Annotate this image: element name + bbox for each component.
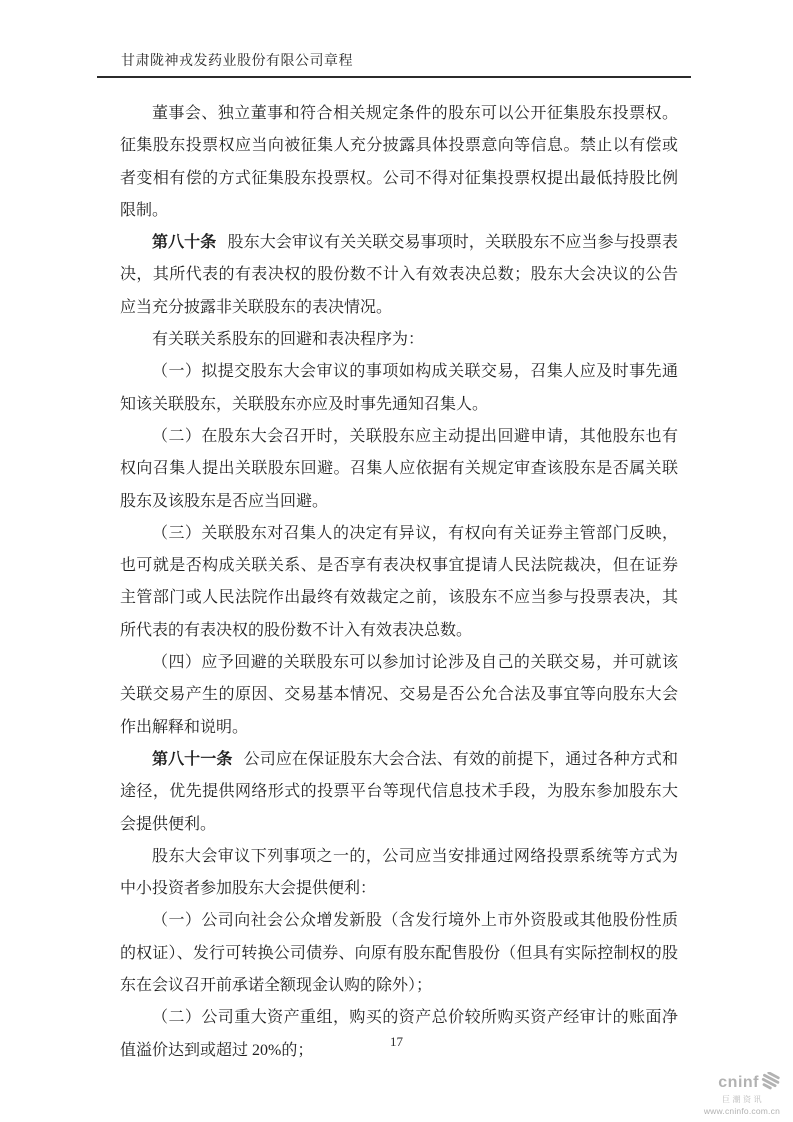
document-header-title: 甘肃陇神戎发药业股份有限公司章程: [121, 54, 353, 69]
article-paragraph: [120, 227, 678, 324]
paragraph-text: 股东大会审议有关关联交易事项时，关联股东不应当参与投票表决，其所代表的有表决权的股份数不计入有效表决总数；股东大会决议的公告应当充分披露非关联股东的表决情况。: [120, 234, 678, 316]
paragraph-text: （四）应予回避的关联股东可以参加讨论涉及自己的关联交易，并可就该关联交易产生的原因、交易基本情况、交易是否公允合法及事宜等向股东大会作出解释和说明。: [120, 654, 678, 736]
cninfo-watermark: [704, 1072, 780, 1116]
cninfo-logo-row: [704, 1072, 780, 1094]
document-body: [120, 98, 678, 1067]
cninfo-url-text: www.cninfo.com.cn: [703, 1106, 780, 1116]
paragraph-text: 有关联关系股东的回避和表决程序为：: [152, 331, 425, 349]
article-number: 第八十条: [152, 234, 217, 252]
article-number: 第八十一条: [152, 750, 233, 768]
paragraph: [120, 905, 678, 1002]
page-number: 17: [390, 1034, 403, 1049]
paragraph: [120, 647, 678, 744]
cninfo-logo-text: cninf: [718, 1074, 759, 1091]
paragraph-text: 公司应在保证股东大会合法、有效的前提下，通过各种方式和途径，优先提供网络形式的投票平台等现代信息技术手段，为股东参加股东大会提供便利。: [120, 750, 678, 833]
paragraph: [120, 356, 678, 421]
paragraph-text: （三）关联股东对召集人的决定有异议，有权向有关证券主管部门反映，也可就是否构成关联关系、是否享有表决权事宜提请人民法院裁决，但在证券主管部门或人民法院作出最终有效裁定之前，该股东不应当参与投票表决，其所代表的有表决权的股份数不计入有效表决总数。: [120, 524, 678, 639]
header-divider: [97, 76, 691, 78]
cninfo-swirl-icon: [760, 1072, 780, 1094]
paragraph: [120, 841, 678, 906]
paragraph: [120, 518, 678, 647]
paragraph: [120, 324, 678, 356]
cninfo-chinese-name: 巨潮资讯: [722, 1095, 764, 1104]
paragraph-text: （二）在股东大会召开时，关联股东应主动提出回避申请，其他股东也有权向召集人提出关联股东回避。召集人应依据有关规定审查该股东是否属关联股东及该股东是否应当回避。: [120, 427, 678, 510]
paragraph-text: （二）公司重大资产重组，购买的资产总价较所购买资产经审计的账面净值溢价达到或超过 20%的；: [120, 1009, 678, 1059]
paragraph-text: （一）公司向社会公众增发新股（含发行境外上市外资股或其他股份性质的权证）、发行可转换公司债券、向原有股东配售股份（但具有实际控制权的股东在会议召开前承诺全额现金认购的除外）；: [120, 912, 678, 995]
paragraph-text: 股东大会审议下列事项之一的，公司应当安排通过网络投票系统等方式为中小投资者参加股东大会提供便利：: [120, 847, 678, 898]
paragraph-text: （一）拟提交股东大会审议的事项如构成关联交易，召集人应及时事先通知该关联股东，关联股东亦应及时事先通知召集人。: [120, 363, 678, 413]
paragraph-text: 董事会、独立董事和符合相关规定条件的股东可以公开征集股东投票权。征集股东投票权应当向被征集人充分披露具体投票意向等信息。禁止以有偿或者变相有偿的方式征集股东投票权。公司不得对征集投票权提出最低持股比例限制。: [120, 105, 678, 219]
article-paragraph: [120, 744, 678, 841]
paragraph: [120, 421, 678, 518]
paragraph: [120, 98, 678, 227]
